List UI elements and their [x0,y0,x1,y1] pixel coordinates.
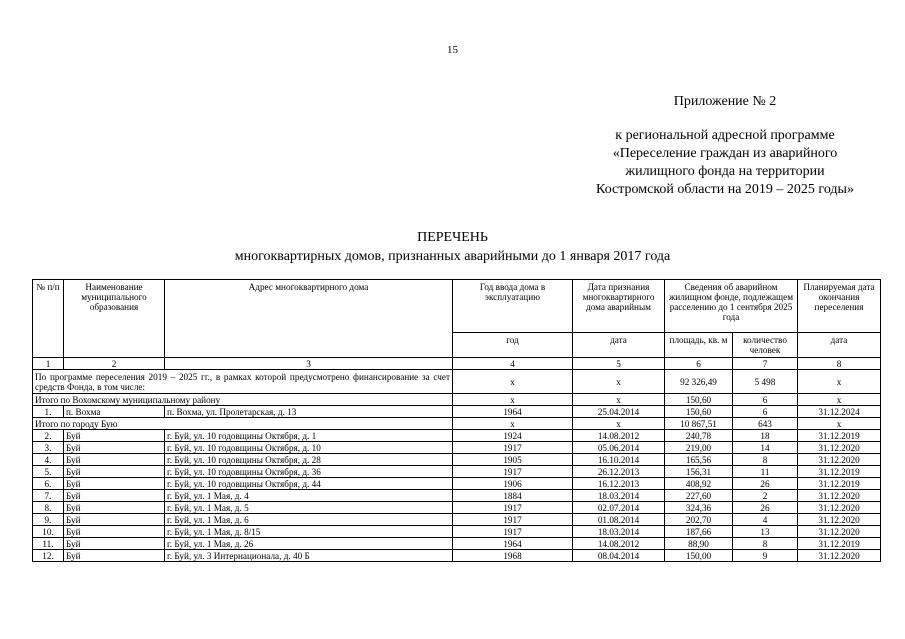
row-address: г. Буй, ул. 1 Мая, д. 5 [165,502,453,514]
row-address: г. Буй, ул. 10 годовщины Октября, д. 28 [165,454,453,466]
row-planned: 31.12.2024 [798,406,881,418]
appendix-line: к региональной адресной программе [615,128,835,143]
row-date: 18.03.2014 [573,526,665,538]
header-municipality: Наименование муниципального образования [64,280,165,358]
program-total-area: 92 326,49 [665,370,733,394]
row-municipality: Буй [64,430,165,442]
row-municipality: Буй [64,550,165,562]
row-planned: 31.12.2019 [798,478,881,490]
table-header-row [33,280,881,333]
subheader-planned: дата [798,333,881,358]
row-year: 1917 [453,514,573,526]
row-planned: 31.12.2020 [798,526,881,538]
row-year: 1917 [453,502,573,514]
row-people: 26 [733,502,798,514]
row-date: 25.04.2014 [573,406,665,418]
vokhma-total-row [33,394,881,406]
buy-total-people: 643 [733,418,798,430]
row-date: 14.08.2012 [573,538,665,550]
subheader-year: год [453,333,573,358]
row-area: 165,56 [665,454,733,466]
subheader-date: дата [573,333,665,358]
vokhma-total-planned: х [798,394,881,406]
row-year: 1917 [453,442,573,454]
row-year: 1964 [453,538,573,550]
row-people: 8 [733,538,798,550]
column-number-row [33,358,881,370]
row-people: 9 [733,550,798,562]
appendix-line: жилищного фонда на территории [625,164,825,179]
program-total-people: 5 498 [733,370,798,394]
row-date: 14.08.2012 [573,430,665,442]
buy-total-row [33,418,881,430]
row-date: 26.12.2013 [573,466,665,478]
row-year: 1964 [453,406,573,418]
row-year: 1968 [453,550,573,562]
row-year: 1924 [453,430,573,442]
page-number: 15 [447,44,458,56]
row-address: г. Буй, ул. 10 годовщины Октября, д. 44 [165,478,453,490]
row-planned: 31.12.2019 [798,430,881,442]
row-num: 1. [33,406,64,418]
row-date: 16.12.2013 [573,478,665,490]
vokhma-total-date: х [573,394,665,406]
vokhma-total-people: 6 [733,394,798,406]
row-people: 26 [733,478,798,490]
vokhma-total-label: Итого по Вохомскому муниципальному району [33,394,453,406]
row-area: 156,31 [665,466,733,478]
program-total-year: х [453,370,573,394]
row-area: 219,00 [665,442,733,454]
buy-rows [33,430,881,562]
subheader-people: количество человек [733,333,798,358]
buy-total-year: х [453,418,573,430]
buy-total-area: 10 867,51 [665,418,733,430]
row-date: 02.07.2014 [573,502,665,514]
row-area: 324,36 [665,502,733,514]
table-row [33,442,881,454]
row-address: г. Буй, ул. 1 Мая, д. 4 [165,490,453,502]
row-area: 202,70 [665,514,733,526]
column-number: 4 [453,358,573,370]
header-fund-info: Сведения об аварийном жилищном фонде, подлежащем расселению до 1 сентября 2025 года [665,280,798,333]
program-total-planned: х [798,370,881,394]
row-planned: 31.12.2019 [798,466,881,478]
vokhma-total-year: х [453,394,573,406]
row-municipality: Буй [64,478,165,490]
column-number: 3 [165,358,453,370]
row-area: 227,60 [665,490,733,502]
subheader-area: площадь, кв. м [665,333,733,358]
row-address: г. Буй, ул. 10 годовщины Октября, д. 36 [165,466,453,478]
row-address: г. Буй, ул. 10 годовщины Октября, д. 1 [165,430,453,442]
table-row [33,526,881,538]
table-row [33,430,881,442]
row-area: 88,90 [665,538,733,550]
table-row [33,502,881,514]
row-address: п. Вохма, ул. Пролетарская, д. 13 [165,406,453,418]
row-date: 08.04.2014 [573,550,665,562]
program-total-row [33,370,881,394]
appendix-description [560,127,890,199]
row-area: 150,60 [665,406,733,418]
table-row [33,514,881,526]
row-year: 1906 [453,478,573,490]
header-recognition-date: Дата признания многоквартирного дома аварийным [573,280,665,333]
table-row [33,478,881,490]
row-municipality: Буй [64,466,165,478]
row-planned: 31.12.2020 [798,550,881,562]
row-date: 18.03.2014 [573,490,665,502]
row-municipality: Буй [64,442,165,454]
row-address: г. Буй, ул. 1 Мая, д. 6 [165,514,453,526]
row-municipality: Буй [64,490,165,502]
appendix-line: Костромской области на 2019 – 2025 годы» [596,182,854,197]
row-address: г. Буй, ул. 3 Интернационала, д. 40 Б [165,550,453,562]
list-subtitle: многоквартирных домов, признанных аварийными до 1 января 2017 года [234,249,671,264]
row-municipality: Буй [64,502,165,514]
row-num: 4. [33,454,64,466]
row-num: 3. [33,442,64,454]
row-municipality: Буй [64,538,165,550]
row-people: 2 [733,490,798,502]
row-people: 11 [733,466,798,478]
row-municipality: Буй [64,514,165,526]
row-num: 12. [33,550,64,562]
table-row [33,454,881,466]
appendix-line: «Переселение граждан из аварийного [612,146,838,161]
table-row [33,466,881,478]
row-planned: 31.12.2020 [798,442,881,454]
row-num: 9. [33,514,64,526]
row-area: 240,78 [665,430,733,442]
column-number: 6 [665,358,733,370]
header-num: № п/п [33,280,64,358]
row-planned: 31.12.2020 [798,514,881,526]
column-number: 1 [33,358,64,370]
row-planned: 31.12.2020 [798,454,881,466]
program-total-label: По программе переселения 2019 – 2025 гг., в рамках которой предусмотрено финансирование за счет средств Фонда, в том числе: [33,370,453,394]
row-planned: 31.12.2020 [798,490,881,502]
row-year: 1917 [453,466,573,478]
row-num: 2. [33,430,64,442]
row-num: 5. [33,466,64,478]
table-row [33,550,881,562]
buy-total-date: х [573,418,665,430]
table-row [33,490,881,502]
row-people: 6 [733,406,798,418]
header-address: Адрес многоквартирного дома [165,280,453,358]
row-area: 150,00 [665,550,733,562]
column-number: 7 [733,358,798,370]
header-planned-date: Планируемая дата окончания переселения [798,280,881,333]
header-year: Год ввода дома в эксплуатацию [453,280,573,333]
row-address: г. Буй, ул. 1 Мая, д. 8/15 [165,526,453,538]
buy-total-planned: х [798,418,881,430]
program-total-date: х [573,370,665,394]
column-number: 8 [798,358,881,370]
table-row [33,406,881,418]
row-address: г. Буй, ул. 1 Мая, д. 26 [165,538,453,550]
column-number: 2 [64,358,165,370]
row-people: 13 [733,526,798,538]
row-people: 18 [733,430,798,442]
row-area: 187,66 [665,526,733,538]
row-date: 01.08.2014 [573,514,665,526]
buy-total-label: Итого по городу Бую [33,418,453,430]
row-num: 10. [33,526,64,538]
emergency-houses-table [32,279,881,562]
row-year: 1905 [453,454,573,466]
row-municipality: Буй [64,454,165,466]
row-year: 1917 [453,526,573,538]
row-planned: 31.12.2020 [798,502,881,514]
list-title: ПЕРЕЧЕНЬ [417,230,488,245]
row-date: 05.06.2014 [573,442,665,454]
row-area: 408,92 [665,478,733,490]
table-row [33,538,881,550]
row-people: 4 [733,514,798,526]
row-municipality: п. Вохма [64,406,165,418]
row-address: г. Буй, ул. 10 годовщины Октября, д. 10 [165,442,453,454]
row-num: 11. [33,538,64,550]
row-planned: 31.12.2019 [798,538,881,550]
row-num: 8. [33,502,64,514]
row-people: 8 [733,454,798,466]
vokhma-total-area: 150,60 [665,394,733,406]
row-municipality: Буй [64,526,165,538]
appendix-title: Приложение № 2 [673,94,777,109]
row-num: 6. [33,478,64,490]
row-year: 1884 [453,490,573,502]
row-num: 7. [33,490,64,502]
column-number: 5 [573,358,665,370]
row-date: 16.10.2014 [573,454,665,466]
row-people: 14 [733,442,798,454]
